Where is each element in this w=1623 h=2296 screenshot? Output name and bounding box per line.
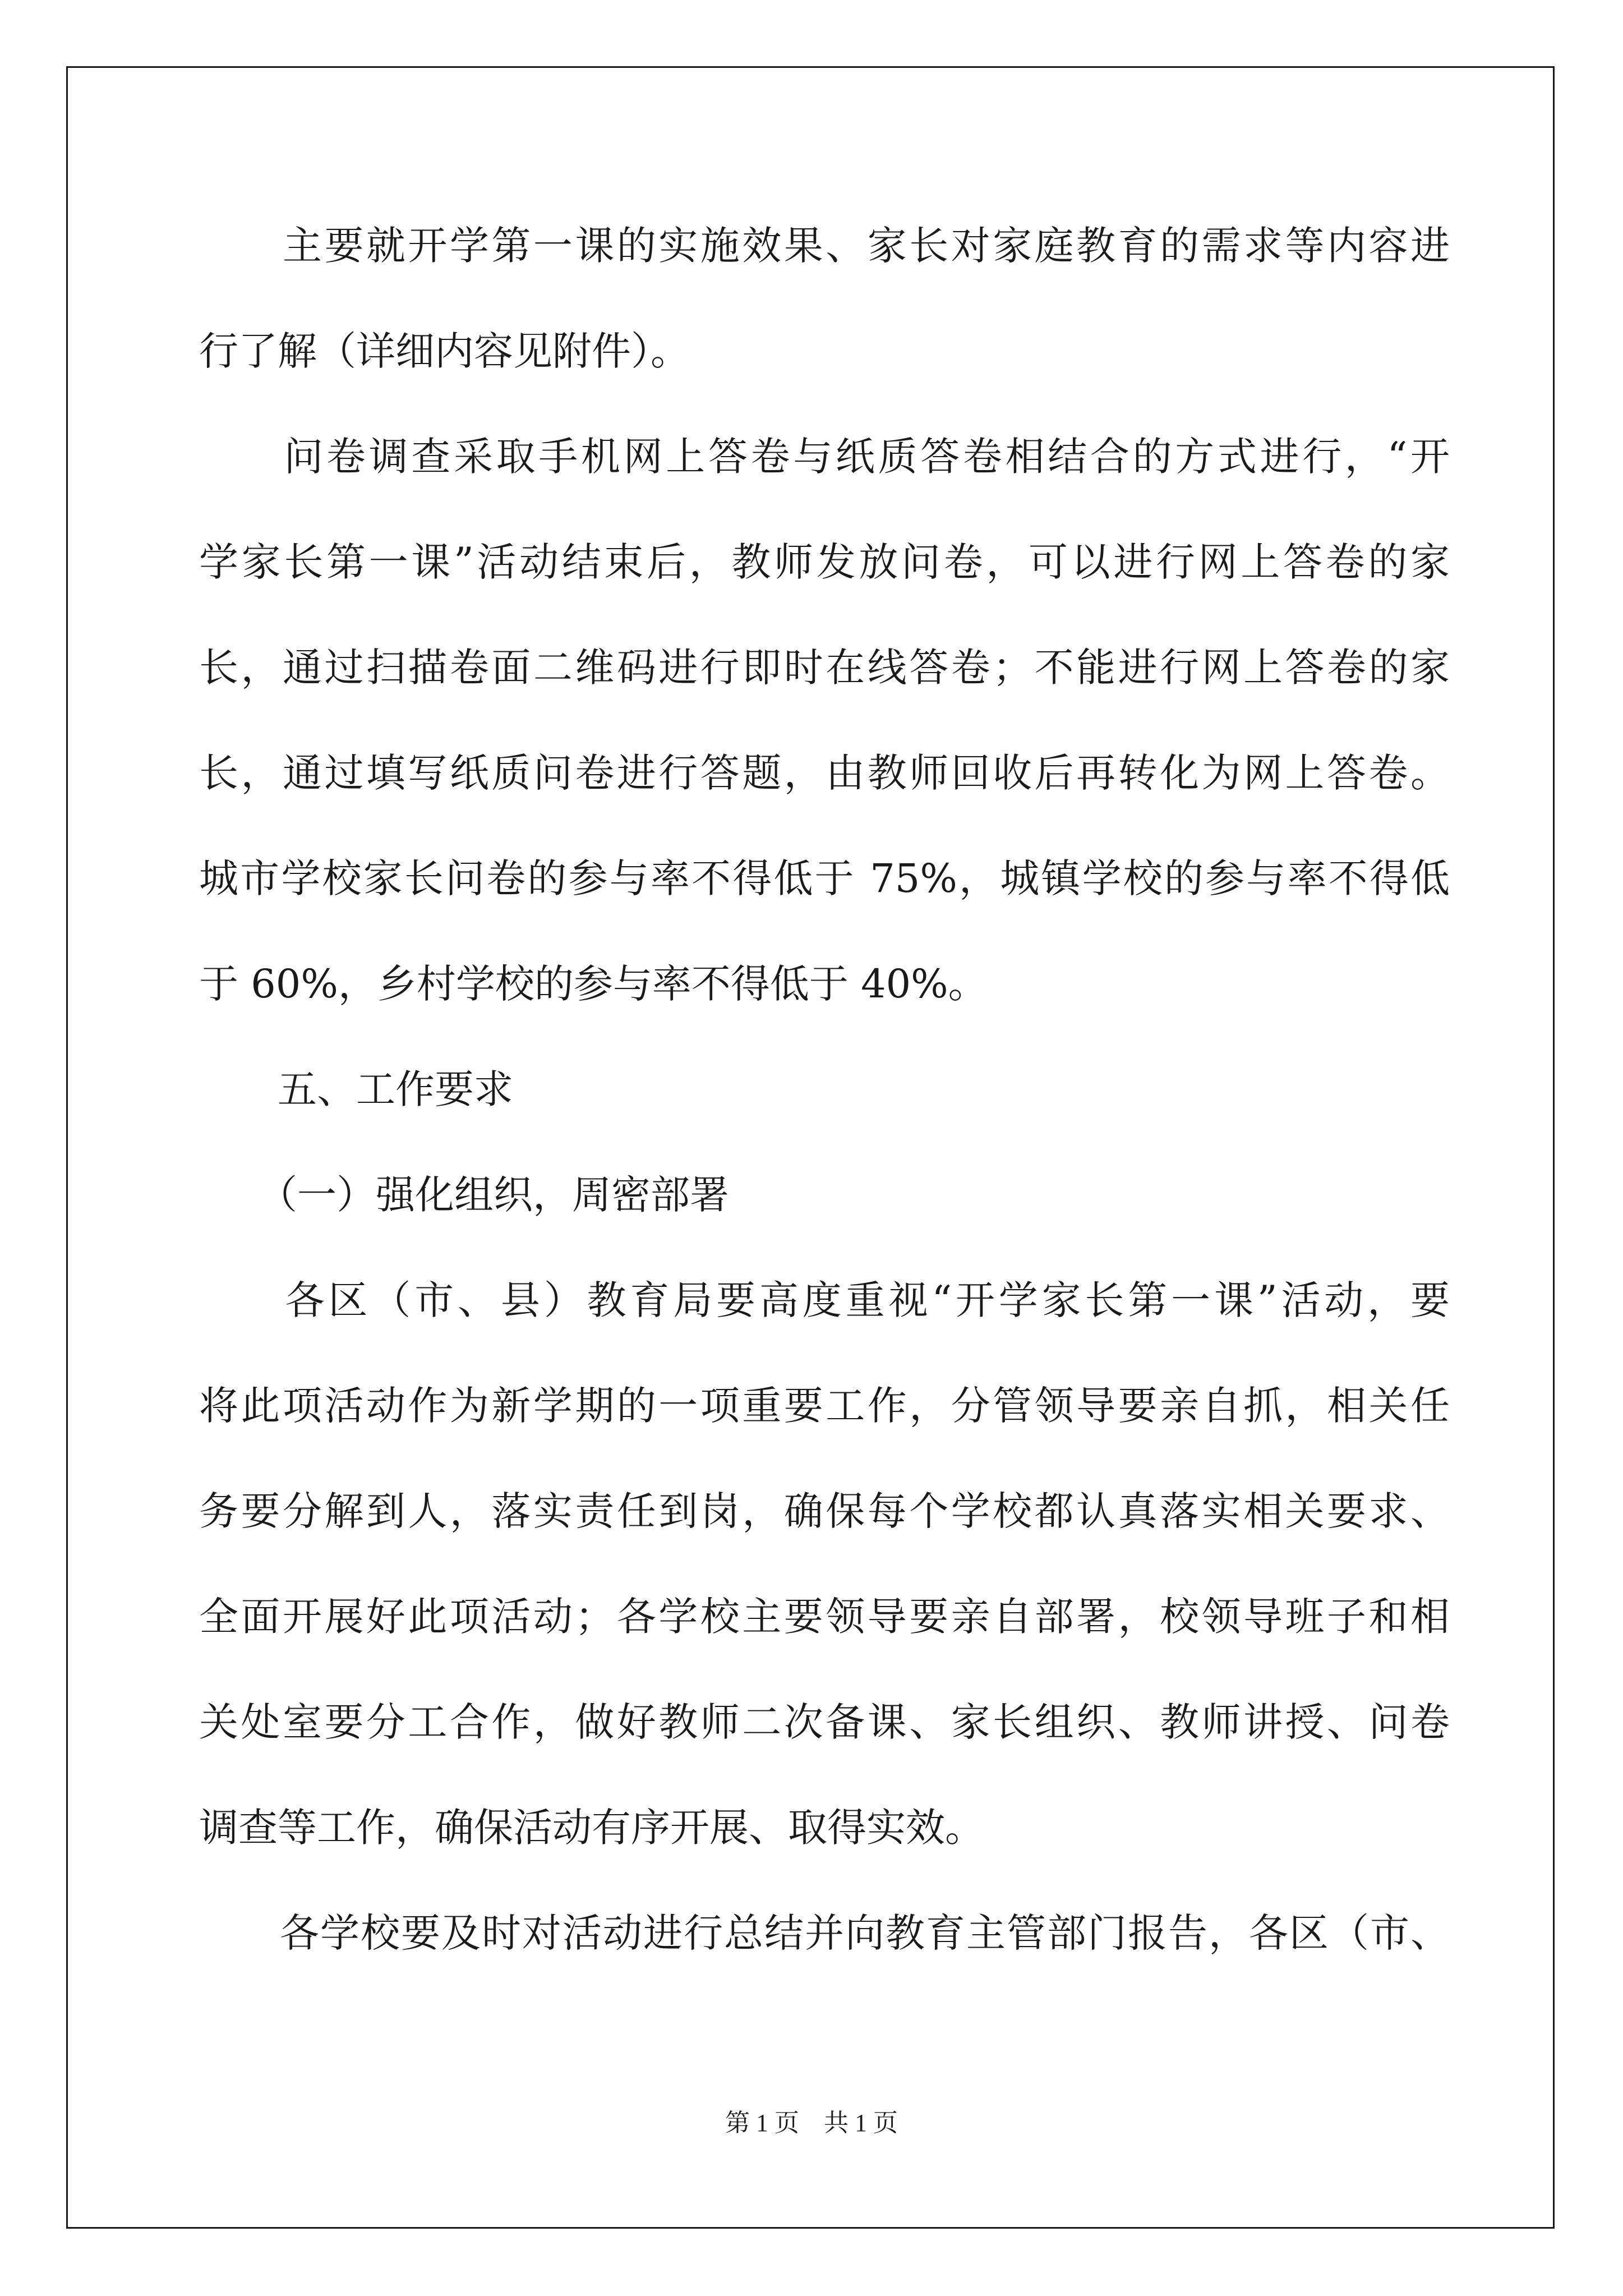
text-line-3: 问卷调查采取手机网上答卷与纸质答卷相结合的方式进行，“开: [199, 434, 1450, 480]
text-line-13: 务要分解到人，落实责任到岗，确保每个学校都认真落实相关要求、: [199, 1488, 1450, 1534]
text-line-5: 长，通过扫描卷面二维码进行即时在线答卷；不能进行网上答卷的家: [199, 645, 1450, 691]
subsection-heading: （一）强化组织，周密部署: [199, 1172, 729, 1218]
text-line-8: 于 60%，乡村学校的参与率不得低于 40%。: [199, 961, 988, 1007]
text-line-12: 将此项活动作为新学期的一项重要工作，分管领导要亲自抓，相关任: [199, 1383, 1450, 1429]
text-line-4: 学家长第一课”活动结束后，教师发放问卷，可以进行网上答卷的家: [199, 539, 1450, 585]
text-line-14: 全面开展好此项活动；各学校主要领导要亲自部署，校领导班子和相: [199, 1594, 1450, 1640]
page-border: [66, 66, 1555, 2229]
text-line-15: 关处室要分工合作，做好教师二次备课、家长组织、教师讲授、问卷: [199, 1699, 1450, 1745]
text-line-17: 各学校要及时对活动进行总结并向教育主管部门报告，各区（市、: [199, 1910, 1450, 1956]
text-line-2: 行了解（详细内容见附件）。: [199, 328, 690, 374]
section-heading: 五、工作要求: [199, 1066, 513, 1112]
text-line-7: 城市学校家长问卷的参与率不得低于 75%，城镇学校的参与率不得低: [199, 855, 1450, 901]
text-line-6: 长，通过填写纸质问卷进行答题，由教师回收后再转化为网上答卷。: [199, 750, 1450, 796]
text-line-1: 主要就开学第一课的实施效果、家长对家庭教育的需求等内容进: [199, 223, 1450, 269]
text-line-16: 调查等工作，确保活动有序开展、取得实效。: [199, 1805, 984, 1851]
page-number-footer: 第 1 页 共 1 页: [725, 2109, 898, 2137]
text-line-11: 各区（市、县）教育局要高度重视“开学家长第一课”活动，要: [199, 1277, 1450, 1323]
